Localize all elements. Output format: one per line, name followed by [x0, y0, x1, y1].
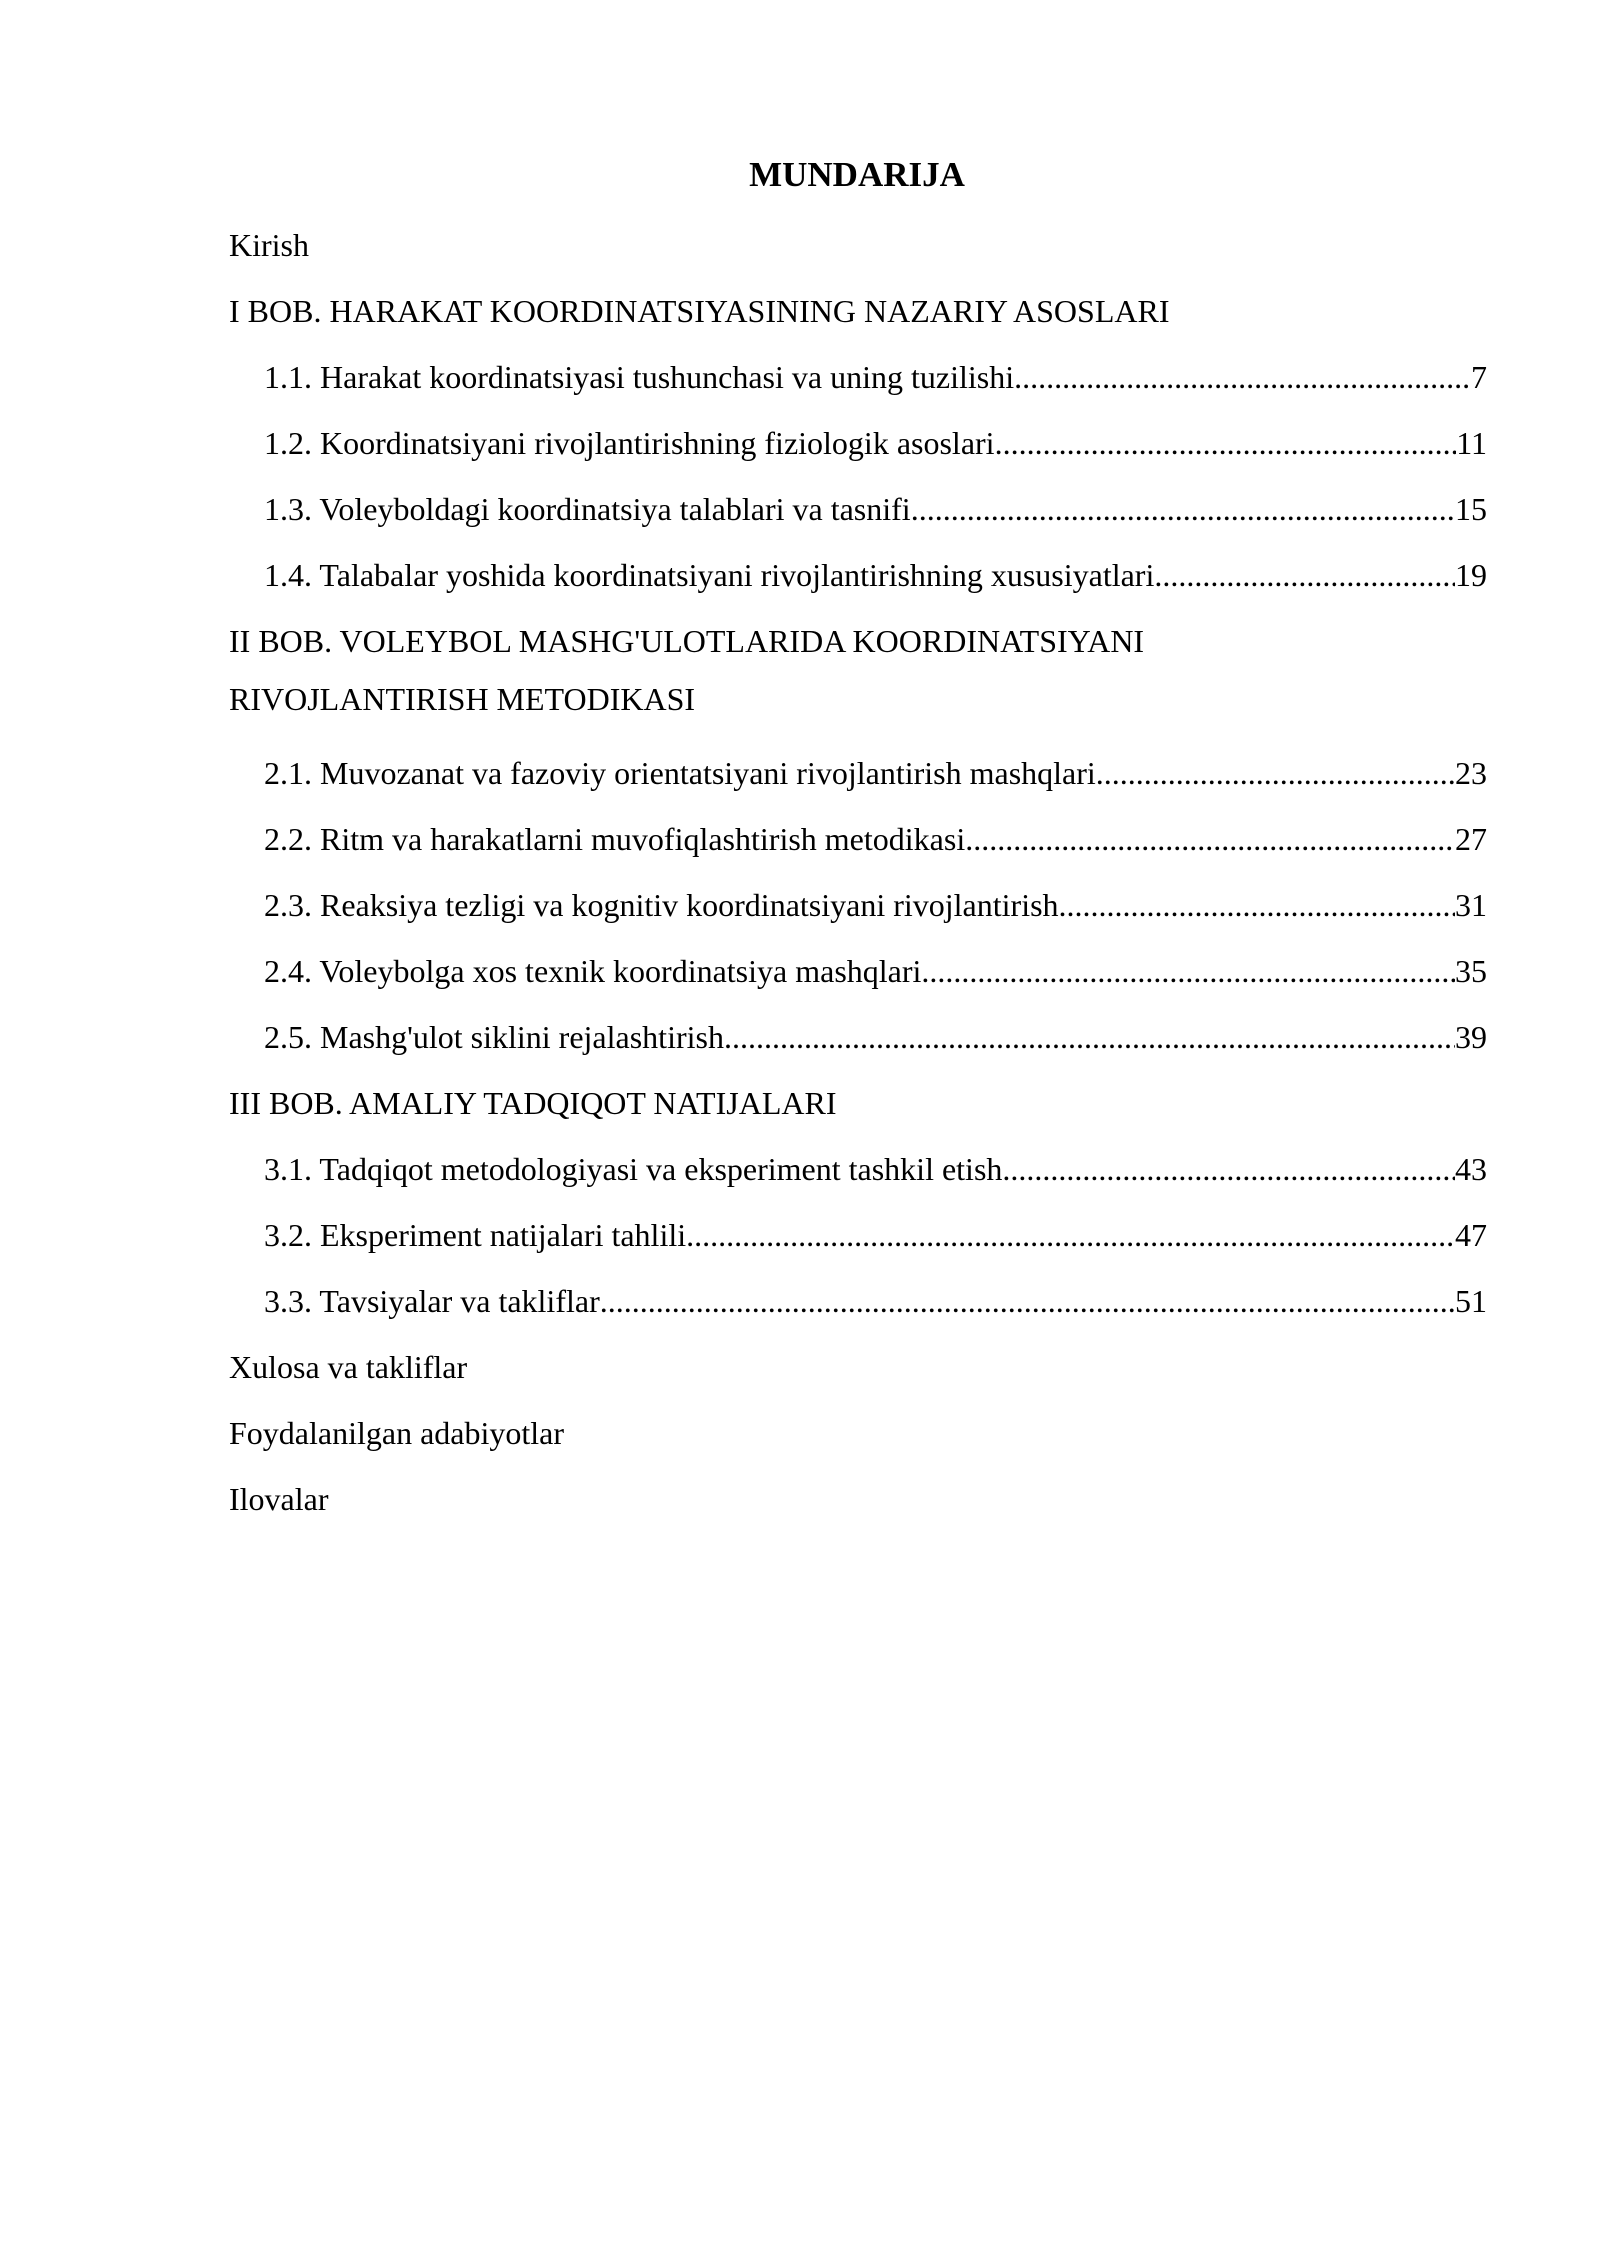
toc-page-number: 31: [1455, 887, 1487, 923]
toc-section-title: 3.1. Tadqiqot metodologiyasi va eksperiment tashkil etish: [264, 1151, 1003, 1187]
toc-chapter-heading: II BOB. VOLEYBOL MASHG'ULOTLARIDA KOORDINATSIYANI: [229, 623, 1145, 659]
toc-section-title: 2.3. Reaksiya tezligi va kognitiv koordinatsiyani rivojlantirish: [264, 887, 1059, 923]
toc-section-title: 3.2. Eksperiment natijalari tahlili: [264, 1217, 687, 1253]
toc-page-number: 23: [1455, 755, 1487, 791]
toc-page-number: 43: [1455, 1151, 1487, 1187]
dot-leader: [1154, 542, 1455, 608]
toc-section-entry: [229, 1136, 1487, 1202]
toc-section-title: 2.2. Ritm va harakatlarni muvofiqlashtirish metodikasi: [264, 821, 966, 857]
dot-leader: [1002, 1136, 1455, 1202]
toc-section-title: 1.4. Talabalar yoshida koordinatsiyani rivojlantirishning xususiyatlari: [264, 557, 1155, 593]
toc-section-title: 1.2. Koordinatsiyani rivojlantirishning fiziologik asoslari: [264, 425, 995, 461]
dot-leader: [724, 1004, 1455, 1070]
dot-leader: [995, 410, 1457, 476]
toc-section-entry: [229, 542, 1487, 608]
toc-chapter-heading: I BOB. HARAKAT KOORDINATSIYASINING NAZARIY ASOSLARI: [229, 293, 1170, 329]
page-title: MUNDARIJA: [749, 155, 965, 194]
toc-page-number: 7: [1471, 359, 1487, 395]
toc-section-entry: [229, 1004, 1487, 1070]
toc-section-title: 2.1. Muvozanat va fazoviy orientatsiyani rivojlantirish mashqlari: [264, 755, 1096, 791]
toc-page-number: 19: [1455, 557, 1487, 593]
toc-section-title: 1.1. Harakat koordinatsiyasi tushunchasi va uning tuzilishi: [264, 359, 1015, 395]
dot-leader: [600, 1268, 1455, 1334]
dot-leader: [911, 476, 1455, 542]
toc-section-title: 2.5. Mashg'ulot siklini rejalashtirish: [264, 1019, 724, 1055]
toc-section-entry: [229, 806, 1487, 872]
toc-section-entry: [229, 872, 1487, 938]
toc-chapter-heading: III BOB. AMALIY TADQIQOT NATIJALARI: [229, 1085, 837, 1121]
toc-page-number: 51: [1455, 1283, 1487, 1319]
dot-leader: [686, 1202, 1455, 1268]
toc-intro: Kirish: [229, 227, 309, 263]
table-of-contents: [229, 212, 1487, 1532]
toc-appendices: Ilovalar: [229, 1481, 329, 1517]
toc-section-title: 1.3. Voleyboldagi koordinatsiya talablari va tasnifi: [264, 491, 911, 527]
toc-section-entry: [229, 740, 1487, 806]
toc-section-entry: [229, 1202, 1487, 1268]
toc-chapter-heading-continued: RIVOJLANTIRISH METODIKASI: [229, 681, 696, 717]
toc-page-number: 27: [1455, 821, 1487, 857]
toc-section-entry: [229, 476, 1487, 542]
dot-leader: [1014, 344, 1471, 410]
toc-conclusion: Xulosa va takliflar: [229, 1349, 468, 1385]
dot-leader: [1096, 740, 1455, 806]
toc-section-entry: [229, 344, 1487, 410]
toc-page-number: 39: [1455, 1019, 1487, 1055]
dot-leader: [1059, 872, 1455, 938]
toc-page-number: 47: [1455, 1217, 1487, 1253]
dot-leader: [965, 806, 1455, 872]
toc-section-title: 3.3. Tavsiyalar va takliflar: [264, 1283, 600, 1319]
dot-leader: [921, 938, 1455, 1004]
toc-section-entry: [229, 410, 1487, 476]
toc-page-number: 15: [1455, 491, 1487, 527]
toc-page-number: 11: [1456, 425, 1487, 461]
toc-references: Foydalanilgan adabiyotlar: [229, 1415, 565, 1451]
toc-section-entry: [229, 1268, 1487, 1334]
toc-section-title: 2.4. Voleybolga xos texnik koordinatsiya mashqlari: [264, 953, 922, 989]
toc-section-entry: [229, 938, 1487, 1004]
toc-page-number: 35: [1455, 953, 1487, 989]
